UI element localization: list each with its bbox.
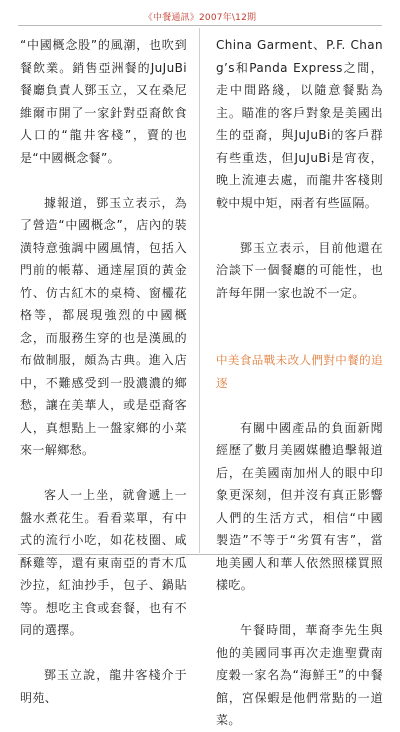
column-divider xyxy=(199,28,200,553)
left-column xyxy=(20,34,187,709)
paragraph: 鄧玉立說，龍井客棧介于明苑、 xyxy=(20,668,187,705)
section-subheading: 中美食品戰未改人們對中餐的追逐 xyxy=(216,353,383,390)
paragraph-gap xyxy=(216,597,383,620)
issue-label: 2007年\12期 xyxy=(199,13,257,23)
paragraph-gap xyxy=(216,327,383,350)
header-rule xyxy=(18,25,382,26)
paragraph: China Garment、P.F. Chang’s和Panda Express之間，走中間路綫，以隨意餐點為主。瞄准的客戶對象是美國出生的亞裔，與JuJuBi的客戶群有些重迭，但JuJuBi是宵夜，晚上流連去處，而龍井客棧則較中規中矩，兩者有些區隔。 xyxy=(216,38,383,210)
paragraph: 據報道，鄧玉立表示，為了營造“中國概念”，店內的裝潢特意強調中國風情，包括入門前的帳幕、通達屋頂的黃金竹、仿古紅木的桌椅、窗欞花格等，都展現強烈的中國概念，而服務生穿的也是漢風的布做制服，頗為古典。進入店中，不難感受到一股濃濃的鄉愁，讓在美華人，或是亞裔客人，真想點上一盤家鄉的小菜來一解鄉愁。 xyxy=(20,195,187,457)
publication-title: 《中餐通訊》 xyxy=(143,13,199,23)
paragraph: “中國概念股”的風潮，也吹到餐飲業。銷售亞洲餐的JuJuBi餐廳負責人鄧玉立，又在桑尼維爾市開了一家針對亞裔飲食人口的“龍井客棧”，賣的也是“中國概念餐”。 xyxy=(20,38,187,165)
paragraph-gap xyxy=(20,169,187,192)
paragraph-gap xyxy=(20,462,187,485)
paragraph-gap xyxy=(20,642,187,665)
paragraph-gap xyxy=(216,214,383,237)
paragraph-gap xyxy=(216,304,383,327)
page-header xyxy=(0,10,400,23)
paragraph-gap xyxy=(216,394,383,417)
right-column xyxy=(216,34,383,732)
paragraph: 客人一上坐，就會遞上一盤水煮花生。看看菜單，有中式的流行小吃，如花枝圈、咸酥雞等，還有東南亞的青木瓜沙拉，紅油抄手，包子、鍋貼等。想吃主食或套餐，也有不同的選擇。 xyxy=(20,488,187,637)
paragraph: 有關中國產品的負面新聞經歷了數月美國媒體追擊報道后，在美國南加州人的眼中印象更深刻，但并沒有真正影響人們的生活方式，相信“中國製造”不等于“劣質有害”，當地美國人和華人依然照樣買照樣吃。 xyxy=(216,420,383,592)
paragraph: 鄧玉立表示，目前他還在洽談下一個餐廳的可能性，也許每年開一家也說不一定。 xyxy=(216,240,383,300)
paragraph: 午餐時間，華裔李先生與他的美國同事再次走進聖費南度穀一家名為“海鮮王”的中餐館，宮保蝦是他們常點的一道菜。 xyxy=(216,623,383,727)
